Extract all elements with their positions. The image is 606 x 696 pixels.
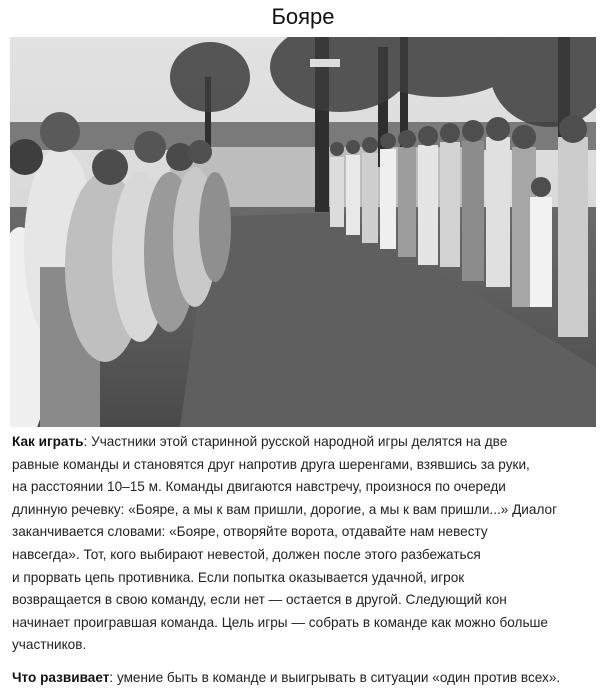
game-photo	[10, 37, 596, 427]
how-to-play-line-2: на расстоянии 10–15 м. Команды двигаются навстречу, произнося по очереди	[12, 479, 506, 495]
how-to-play-line-3: длинную речевку: «Бояре, а мы к вам пришли, дорогие, а мы к вам пришли...» Диалог	[12, 501, 558, 517]
how-to-play-line-5: навсегда». Тот, кого выбирают невестой, должен после этого разбежаться	[12, 546, 481, 562]
how-to-play-line-6: и прорвать цепь противника. Если попытка оказывается удачной, игрок	[12, 569, 465, 585]
description-block	[12, 431, 598, 690]
develops-label: Что развивает	[12, 669, 110, 685]
how-to-play-line-0: Как играть: Участники этой старинной русской народной игры делятся на две	[12, 434, 508, 449]
how-to-play-label: Как играть	[12, 434, 84, 449]
how-to-play-line-7: возвращается в свою команду, если нет — остается в другой. Следующий кон	[12, 592, 507, 608]
how-to-play-line-4: заканчивается словами: «Бояре, отворяйте ворота, отдавайте нам невесту	[12, 524, 488, 540]
page-title: Бояре	[271, 4, 335, 29]
how-to-play-line-1: равные команды и становятся друг напротив друга шеренгами, взявшись за руки,	[12, 456, 530, 472]
develops-line: Что развивает: умение быть в команде и выигрывать в ситуации «один против всех».	[12, 669, 561, 685]
how-to-play-line-9: участников.	[12, 637, 87, 653]
how-to-play-line-8: начинает проигравшая команда. Цель игры — собрать в команде как можно больше	[12, 614, 548, 630]
